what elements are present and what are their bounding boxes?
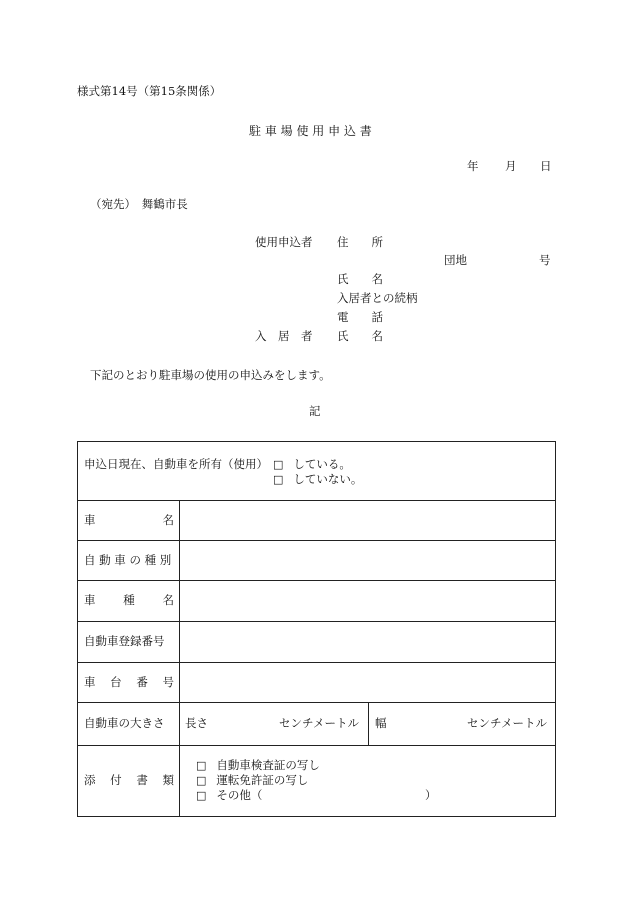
applicant-label: 使用申込者 bbox=[255, 235, 313, 249]
attach-other[interactable] bbox=[196, 790, 262, 802]
checkbox-not-owns[interactable]: □ bbox=[273, 473, 284, 486]
ownership-question: 申込日現在、自動車を所有（使用） bbox=[84, 457, 268, 471]
car-name-field[interactable] bbox=[180, 501, 556, 540]
form-title: 駐 車 場 使 用 申 込 書 bbox=[249, 124, 372, 138]
applicant-name-label: 氏 名 bbox=[337, 272, 383, 286]
attachments-label: 添 付 書 類 bbox=[84, 773, 174, 787]
attach-license[interactable] bbox=[196, 775, 308, 787]
address-label: 住 所 bbox=[337, 235, 383, 249]
phone-label: 電 話 bbox=[337, 310, 383, 324]
car-model-field[interactable] bbox=[180, 581, 556, 621]
width-label: 幅 bbox=[375, 716, 387, 730]
attach-inspection-label: 自動車検査証の写し bbox=[216, 758, 320, 772]
option-not-owns[interactable] bbox=[273, 474, 362, 486]
attach-other-label: その他（ bbox=[216, 788, 263, 802]
attach-other-close: ） bbox=[425, 788, 437, 802]
resident-label: 入 居 者 bbox=[255, 329, 313, 343]
length-unit: センチメートル bbox=[279, 716, 360, 730]
checkbox-owns[interactable]: □ bbox=[273, 458, 284, 471]
option-not-owns-label: していない。 bbox=[293, 472, 363, 486]
option-owns[interactable] bbox=[273, 459, 351, 471]
danchi-label: 団地 bbox=[444, 253, 467, 267]
attach-license-label: 運転免許証の写し bbox=[216, 773, 309, 787]
date-day: 日 bbox=[540, 159, 552, 173]
row-divider bbox=[78, 745, 555, 746]
resident-name-label: 氏 名 bbox=[337, 329, 383, 343]
chassis-field[interactable] bbox=[180, 663, 556, 702]
date-year: 年 bbox=[467, 159, 479, 173]
row-divider bbox=[78, 702, 555, 703]
relation-label: 入居者との続柄 bbox=[337, 291, 418, 305]
option-owns-label: している。 bbox=[293, 457, 351, 471]
date-month: 月 bbox=[505, 159, 517, 173]
length-label: 長さ bbox=[185, 716, 208, 730]
statement: 下記のとおり駐車場の使用の申込みをします。 bbox=[90, 368, 331, 382]
checkbox-license[interactable]: □ bbox=[196, 774, 207, 787]
application-table bbox=[77, 441, 556, 817]
size-split-divider bbox=[368, 702, 369, 745]
car-type-field[interactable] bbox=[180, 541, 556, 580]
checkbox-other[interactable]: □ bbox=[196, 789, 207, 802]
registration-label: 自動車登録番号 bbox=[84, 634, 165, 648]
attach-inspection[interactable] bbox=[196, 760, 320, 772]
car-type-label: 自 動 車 の 種 別 bbox=[84, 553, 172, 567]
ki-label: 記 bbox=[309, 404, 321, 418]
go-label: 号 bbox=[539, 253, 551, 267]
addressee: （宛先） 舞鶴市長 bbox=[90, 197, 188, 211]
car-name-label: 車 名 bbox=[84, 513, 174, 527]
car-model-label: 車 種 名 bbox=[84, 593, 174, 607]
size-label: 自動車の大きさ bbox=[84, 716, 165, 730]
width-unit: センチメートル bbox=[467, 716, 548, 730]
chassis-label: 車 台 番 号 bbox=[84, 675, 174, 689]
registration-field[interactable] bbox=[180, 622, 556, 662]
checkbox-inspection[interactable]: □ bbox=[196, 759, 207, 772]
form-number: 様式第14号（第15条関係） bbox=[77, 84, 222, 98]
